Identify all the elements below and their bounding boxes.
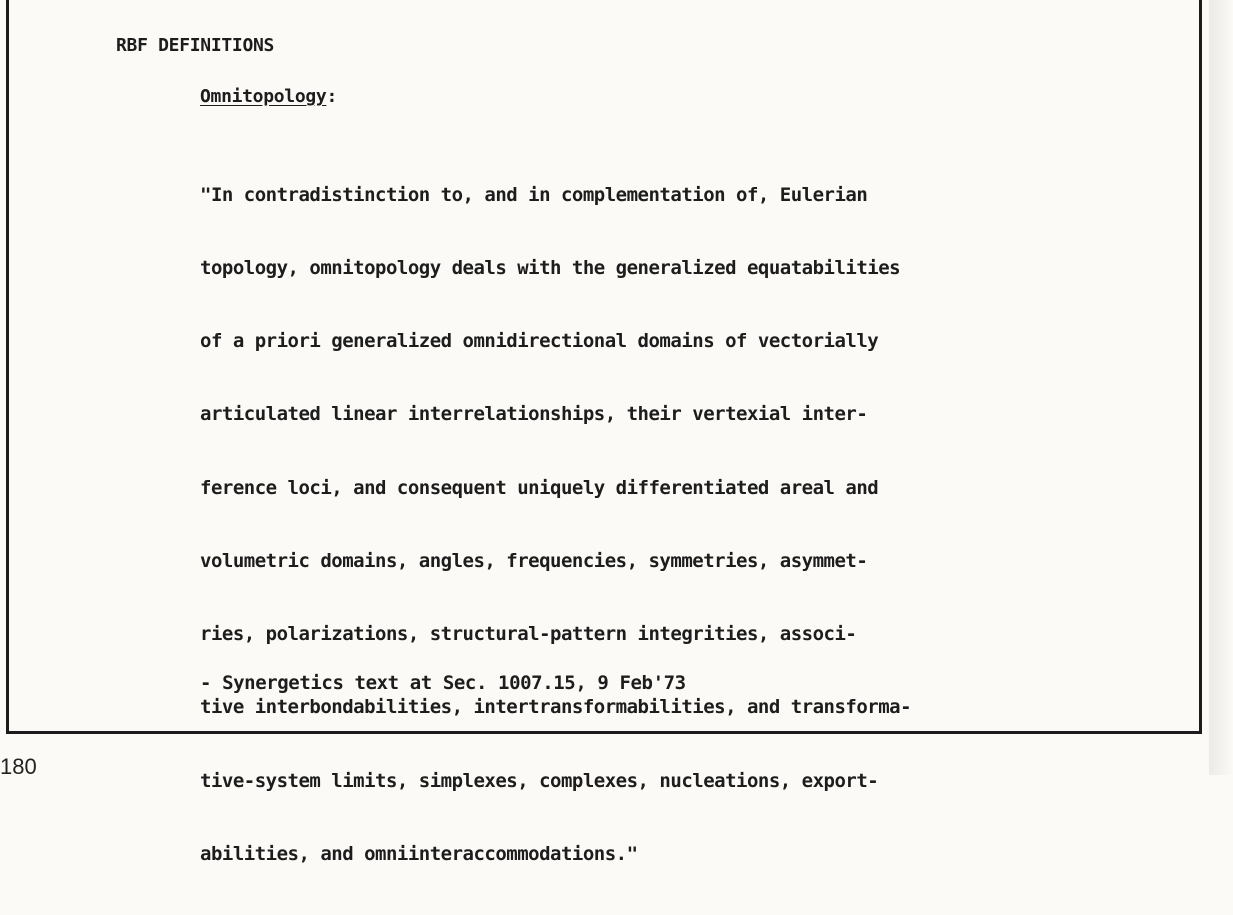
quote-line: tive interbondabilities, intertransformabilities, and transforma- — [200, 696, 912, 719]
term-word: Omnitopology — [200, 86, 327, 107]
quote-line: abilities, and omniinteraccommodations." — [200, 842, 638, 865]
card-heading: RBF DEFINITIONS — [116, 35, 275, 56]
quote-line: volumetric domains, angles, frequencies, symmetries, asymmet- — [200, 549, 868, 572]
quote-line: ference loci, and consequent uniquely differentiated areal and — [200, 476, 879, 499]
quote-line: ries, polarizations, structural-pattern integrities, associ- — [200, 623, 857, 646]
quote-line: articulated linear interrelationships, their vertexial inter- — [200, 403, 868, 426]
quote-line: topology, omnitopology deals with the generalized equatabilities — [200, 257, 901, 280]
source-citation: - Synergetics text at Sec. 1007.15, 9 Feb'73 — [200, 672, 686, 694]
term-title — [200, 86, 337, 107]
quote-line: tive-system limits, simplexes, complexes, nucleations, export- — [200, 769, 879, 792]
page-edge-shadow — [1209, 0, 1233, 775]
term-colon: : — [326, 86, 337, 107]
quote-line: of a priori generalized omnidirectional domains of vectorially — [200, 330, 879, 353]
quote-line: "In contradistinction to, and in complementation of, Eulerian — [200, 183, 868, 206]
page-number: 180 — [0, 754, 37, 779]
definition-quote — [200, 134, 911, 915]
